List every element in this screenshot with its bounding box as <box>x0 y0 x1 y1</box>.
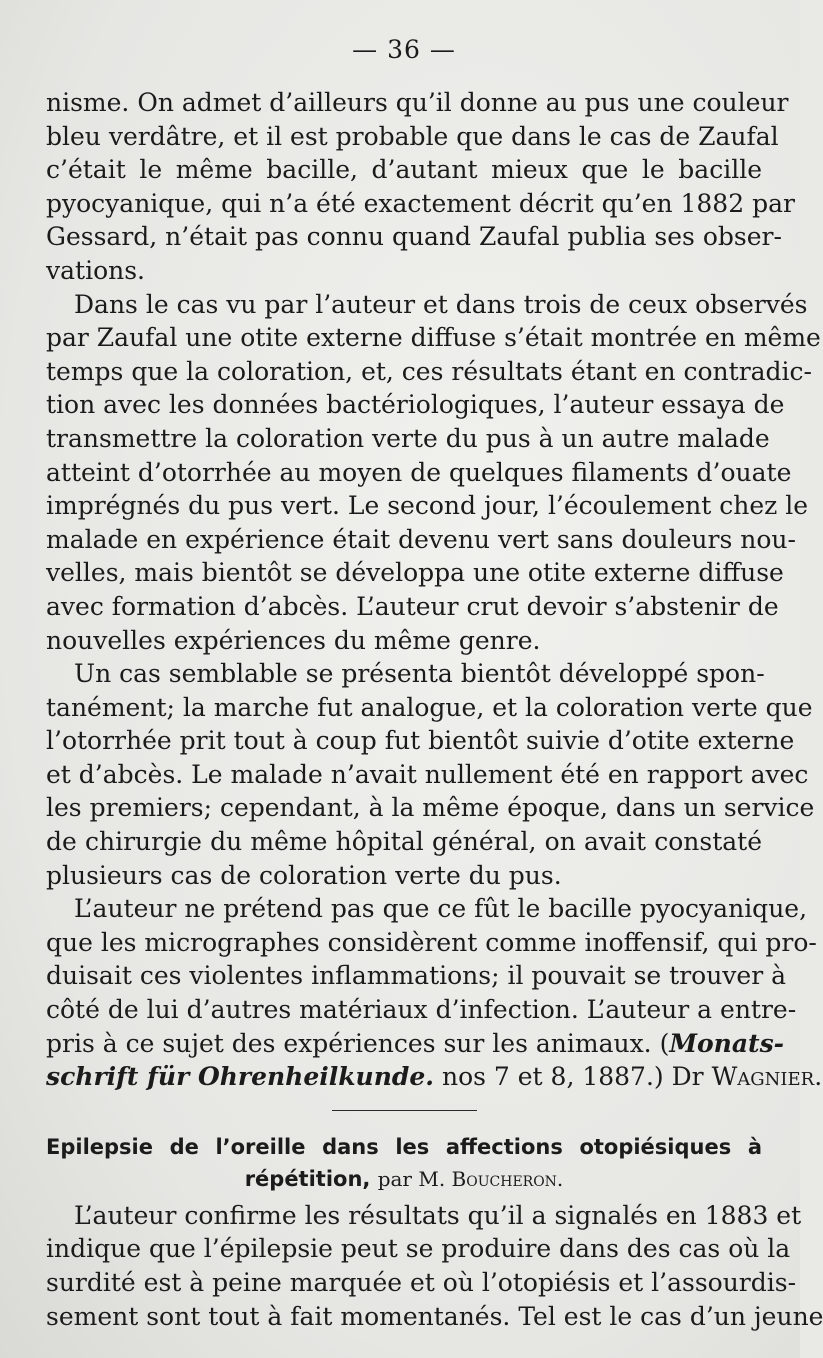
text-line: atteint d’otorrhée au moyen de quelques filaments d’ouate <box>46 457 792 487</box>
text-line: L’auteur confirme les résultats qu’il a signalés en 1883 et <box>74 1200 802 1230</box>
text-line: et d’abcès. Le malade n’avait nullement été en rapport avec <box>46 759 809 789</box>
paragraph-conclusion <box>46 892 823 1094</box>
heading-text: répétition, <box>244 1166 371 1191</box>
text-line: Dans le cas vu par l’auteur et dans trois de ceux observés <box>74 289 808 319</box>
author-name: Wagnier. <box>711 1062 823 1092</box>
byline <box>378 1167 564 1191</box>
text-line: c’était le même bacille, d’autant mieux que le bacille <box>46 155 762 185</box>
author-title: Dr <box>671 1062 704 1092</box>
text-line: transmettre la coloration verte du pus à un autre malade <box>46 423 770 453</box>
byline-prefix: par M. <box>377 1166 446 1191</box>
text-line: tanément; la marche fut analogue, et la coloration verte que <box>46 692 813 722</box>
text-line: nouvelles expériences du même genre. <box>46 625 541 655</box>
text-line: duisait ces violentes inflammations; il pouvait se trouver à <box>46 961 787 991</box>
byline-author: Boucheron. <box>451 1166 564 1191</box>
journal-title: Monats- <box>669 1028 785 1058</box>
citation-line <box>46 1060 823 1094</box>
page-number: — 36 — <box>352 35 456 64</box>
text-line: avec formation d’abcès. L’auteur crut devoir s’abstenir de <box>46 591 779 621</box>
text-line: indique que l’épilepsie peut se produire dans des cas où la <box>46 1234 791 1264</box>
section-heading <box>46 1131 762 1195</box>
heading-line: Epilepsie de l’oreille dans les affections otopiésiques à <box>46 1134 762 1159</box>
paragraph-continuation <box>46 86 795 288</box>
text-line: Gessard, n’était pas connu quand Zaufal publia ses obser- <box>46 222 782 252</box>
text-line: par Zaufal une otite externe diffuse s’était montrée en même <box>46 323 821 353</box>
section-divider <box>332 1110 477 1111</box>
text-line: bleu verdâtre, et il est probable que dans le cas de Zaufal <box>46 121 779 151</box>
text-line: plusieurs cas de coloration verte du pus. <box>46 860 562 890</box>
text-line: côté de lui d’autres matériaux d’infection. L’auteur a entre- <box>46 995 797 1025</box>
text-line: velles, mais bientôt se développa une otite externe diffuse <box>46 558 784 588</box>
text-line: imprégnés du pus vert. Le second jour, l’écoulement chez le <box>46 491 809 521</box>
heading-line <box>46 1163 762 1195</box>
text-line: de chirurgie du même hôpital général, on avait constaté <box>46 827 762 857</box>
text-line: les premiers; cependant, à la même époque, dans un service <box>46 793 815 823</box>
paragraph-case-observations <box>46 288 821 658</box>
text-line: nisme. On admet d’ailleurs qu’il donne au pus une couleur <box>46 88 789 117</box>
text-line: vations. <box>46 255 145 285</box>
text-line <box>46 1027 785 1061</box>
journal-title: schrift für Ohrenheilkunde. <box>46 1062 435 1092</box>
text-line: sement sont tout à fait momentanés. Tel est le cas d’un jeune <box>46 1301 823 1331</box>
paragraph-similar-case <box>46 657 815 892</box>
text-line: malade en expérience était devenu vert sans douleurs nou- <box>46 524 796 554</box>
text-line: L’auteur ne prétend pas que ce fût le bacille pyocyanique, <box>74 894 808 924</box>
text-fragment: pris à ce sujet des expériences sur les animaux. ( <box>46 1028 670 1058</box>
citation-issue: nos 7 et 8, 1887.) <box>434 1062 664 1092</box>
text-line: l’otorrhée prit tout à coup fut bientôt suivie d’otite externe <box>46 726 795 756</box>
text-line: tion avec les données bactériologiques, l’auteur essaya de <box>46 390 785 420</box>
author-signature <box>672 1062 823 1091</box>
text-line: pyocyanique, qui n’a été exactement décrit qu’en 1882 par <box>46 188 795 218</box>
paragraph-epilepsy <box>46 1199 823 1333</box>
text-line: que les micrographes considèrent comme inoffensif, qui pro- <box>46 927 817 957</box>
text-line: temps que la coloration, et, ces résultats étant en contradic- <box>46 356 813 386</box>
text-line: surdité est à peine marquée et où l’otopiésis et l’assourdis- <box>46 1268 797 1297</box>
text-line: Un cas semblable se présenta bientôt développé spon- <box>74 659 765 689</box>
